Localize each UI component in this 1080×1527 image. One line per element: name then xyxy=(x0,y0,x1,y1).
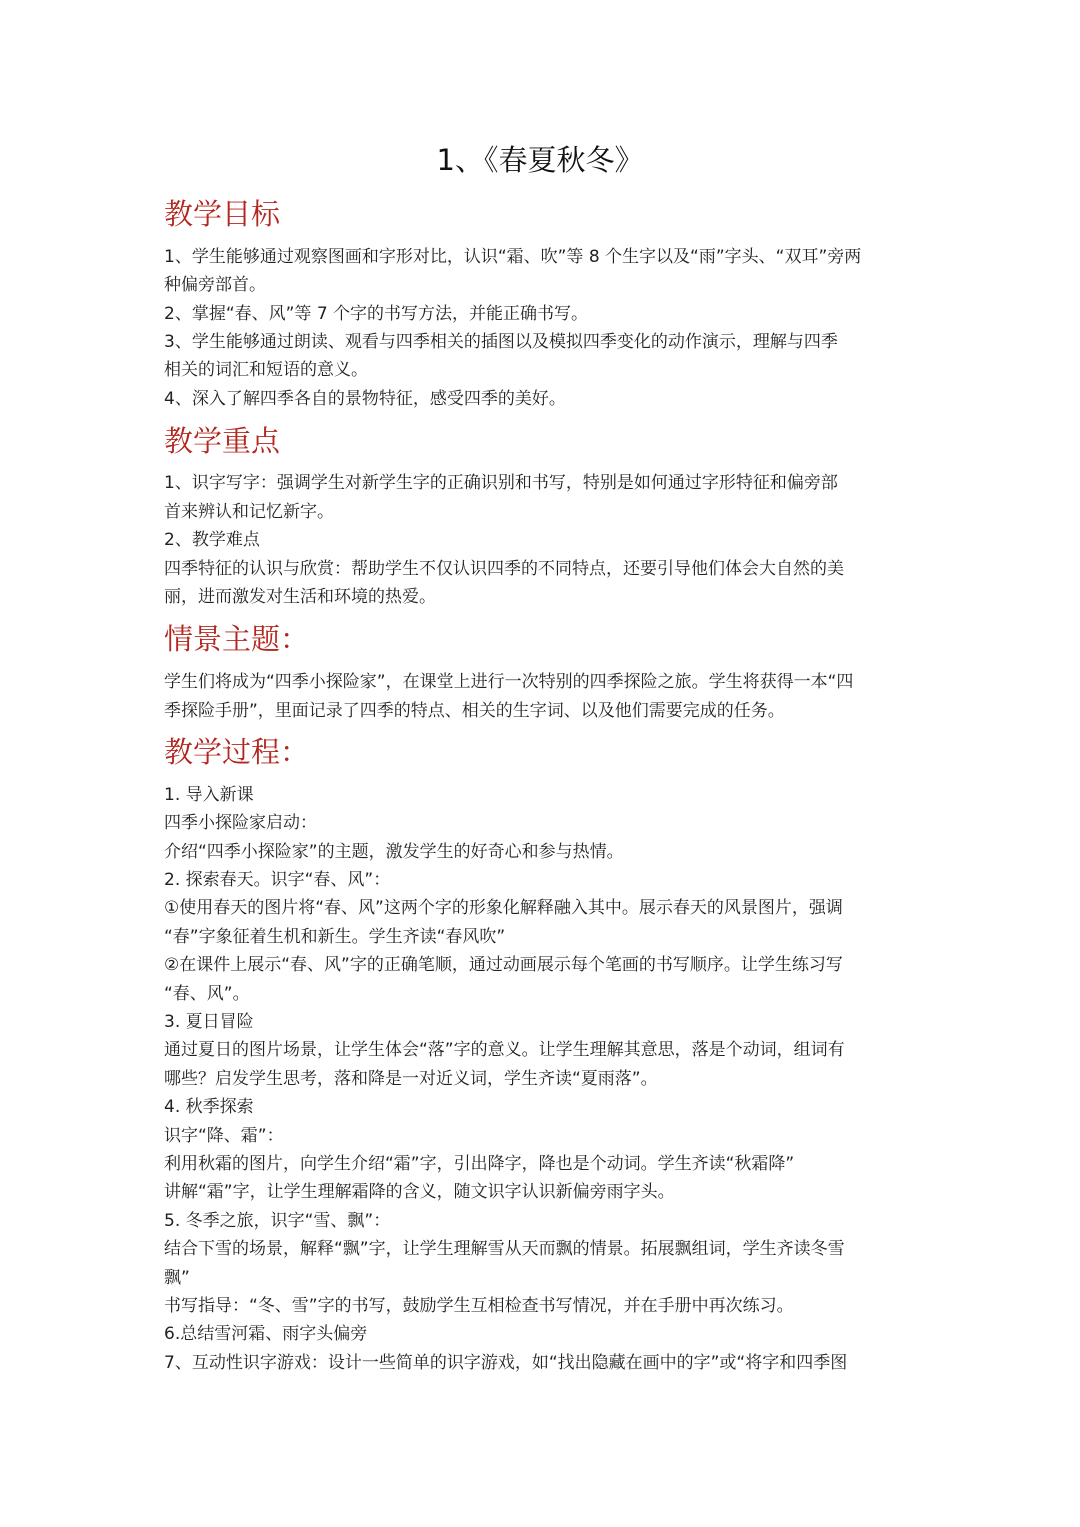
process-line: 识字“降、霜”： xyxy=(164,1126,284,1146)
process-line: 6.总结雪河霜、雨字头偏旁 xyxy=(164,1324,368,1344)
keypoints-line: 首来辨认和记忆新字。 xyxy=(164,502,334,522)
process-line: ②在课件上展示“春、风”字的正确笔顺，通过动画展示每个笔画的书写顺序。让学生练习写 xyxy=(164,955,843,975)
section-heading-theme: 情景主题： xyxy=(164,622,310,656)
theme-line: 学生们将成为“四季小探险家”，在课堂上进行一次特别的四季探险之旅。学生将获得一本“四 xyxy=(164,672,854,692)
process-line: 结合下雪的场景，解释“飘”字，让学生理解雪从天而飘的情景。拓展飘组词，学生齐读冬雪 xyxy=(164,1239,845,1259)
process-line: ①使用春天的图片将“春、风”这两个字的形象化解释融入其中。展示春天的风景图片，强调 xyxy=(164,898,843,918)
goals-line: 1、学生能够通过观察图画和字形对比，认识“霜、吹”等 8 个生字以及“雨”字头、“双耳”旁两 xyxy=(164,247,862,267)
process-line: 4. 秋季探索 xyxy=(164,1097,254,1117)
process-line: 飘” xyxy=(164,1268,190,1288)
keypoints-line: 四季特征的认识与欣赏：帮助学生不仅认识四季的不同特点，还要引导他们体会大自然的美 xyxy=(164,559,844,579)
process-line: 书写指导：“冬、雪”字的书写，鼓励学生互相检查书写情况，并在手册中再次练习。 xyxy=(164,1296,794,1316)
goals-line: 相关的词汇和短语的意义。 xyxy=(164,360,368,380)
keypoints-line: 1、识字写字：强调学生对新学生字的正确识别和书写，特别是如何通过字形特征和偏旁部 xyxy=(164,473,838,493)
goals-line: 2、掌握“春、风”等 7 个字的书写方法，并能正确书写。 xyxy=(164,304,589,324)
process-line: 介绍“四季小探险家”的主题，激发学生的好奇心和参与热情。 xyxy=(164,842,624,862)
process-line: 通过夏日的图片场景，让学生体会“落”字的意义。让学生理解其意思，落是个动词，组词有 xyxy=(164,1040,845,1060)
process-line: 2. 探索春天。识字“春、风”： xyxy=(164,870,391,890)
keypoints-line: 2、教学难点 xyxy=(164,530,260,550)
process-line: “春”字象征着生机和新生。学生齐读“春风吹” xyxy=(164,927,506,947)
goals-line: 4、深入了解四季各自的景物特征，感受四季的美好。 xyxy=(164,389,566,409)
process-line: 利用秋霜的图片，向学生介绍“霜”字，引出降字，降也是个动词。学生齐读“秋霜降” xyxy=(164,1154,795,1174)
process-line: 哪些？启发学生思考，落和降是一对近义词，学生齐读“夏雨落”。 xyxy=(164,1069,658,1089)
process-line: 5. 冬季之旅，识字“雪、飘”： xyxy=(164,1211,391,1231)
keypoints-line: 丽，进而激发对生活和环境的热爱。 xyxy=(164,587,436,607)
process-line: 讲解“霜”字，让学生理解霜降的含义，随文识字认识新偏旁雨字头。 xyxy=(164,1182,675,1202)
section-heading-keypoints: 教学重点 xyxy=(164,424,281,458)
section-heading-process: 教学过程： xyxy=(164,735,310,769)
process-line: “春、风”。 xyxy=(164,984,250,1004)
process-line: 1. 导入新课 xyxy=(164,785,254,805)
process-line: 四季小探险家启动： xyxy=(164,813,317,833)
theme-line: 季探险手册”，里面记录了四季的特点、相关的生字词、以及他们需要完成的任务。 xyxy=(164,701,785,721)
section-heading-goals: 教学目标 xyxy=(164,197,281,231)
document-title: 1、《春夏秋冬》 xyxy=(436,143,644,177)
process-line: 3. 夏日冒险 xyxy=(164,1012,254,1032)
goals-line: 3、学生能够通过朗读、观看与四季相关的插图以及模拟四季变化的动作演示，理解与四季 xyxy=(164,332,838,352)
goals-line: 种偏旁部首。 xyxy=(164,275,266,295)
process-line: 7、互动性识字游戏：设计一些简单的识字游戏，如“找出隐藏在画中的字”或“将字和四季图 xyxy=(164,1353,848,1373)
